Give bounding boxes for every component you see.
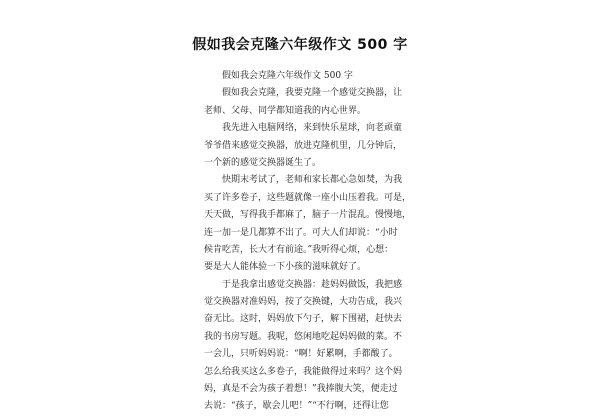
- text-line: 要是大人能体验一下小孩的滋味就好了。: [204, 262, 367, 273]
- text-line: 买了许多卷子，这些题就像一座小山压着我。可是，: [204, 192, 412, 203]
- text-line: 一会儿，只听妈妈说：“啊！好累啊，手都酸了。: [204, 349, 398, 360]
- text-line: 快期末考试了，老师和家长都心急如焚，为我: [222, 175, 403, 186]
- text-line: 去说：“孩子，歇会儿吧！”“不行啊，还得让您: [204, 401, 389, 412]
- text-line: 我的书房写题。我呢，悠闲地吃起妈妈做的菜。不: [204, 331, 403, 342]
- text-line: 天天做，写得我手都麻了，脑子一片混乱。慢慢地，: [204, 210, 412, 221]
- text-line: 怎么给我买这么多卷子，我能做得过来吗？这个妈: [204, 366, 403, 377]
- document-title: 假如我会克隆六年级作文 500 字: [192, 37, 408, 53]
- text-line: 连一加一是几都算不出了。可大人们却说：“小时: [204, 227, 398, 238]
- document-body: [204, 68, 412, 416]
- text-line: 爷爷借来感觉交换器，放进克隆机里，几分钟后，: [204, 140, 403, 151]
- text-line: 假如我会克隆六年级作文 500 字: [222, 71, 353, 81]
- text-line: 于是我拿出感觉交换器：趁妈妈做饭，我把感: [222, 279, 403, 290]
- text-line: 我先进入电脑网络，来到快乐星球，向老顽童: [222, 123, 403, 134]
- text-line: 觉交换器对准妈妈，按了交换键，大功告成，我兴: [204, 297, 403, 308]
- text-line: 奋无比。这时，妈妈放下勺子，解下围裙，赶快去: [204, 314, 403, 325]
- text-line: 老师、父母、同学都知道我的内心世界。: [204, 105, 367, 116]
- text-line: 妈，真是不会为孩子着想！”我捧腹大笑，便走过: [204, 384, 398, 395]
- text-line: 候肯吃苦，长大才有前途。”我听得心烦，心想：: [204, 244, 394, 255]
- text-line: 一个新的感觉交换器诞生了。: [204, 157, 322, 168]
- text-line: 假如我会克隆，我要克隆一个感觉交换器，让: [222, 88, 403, 99]
